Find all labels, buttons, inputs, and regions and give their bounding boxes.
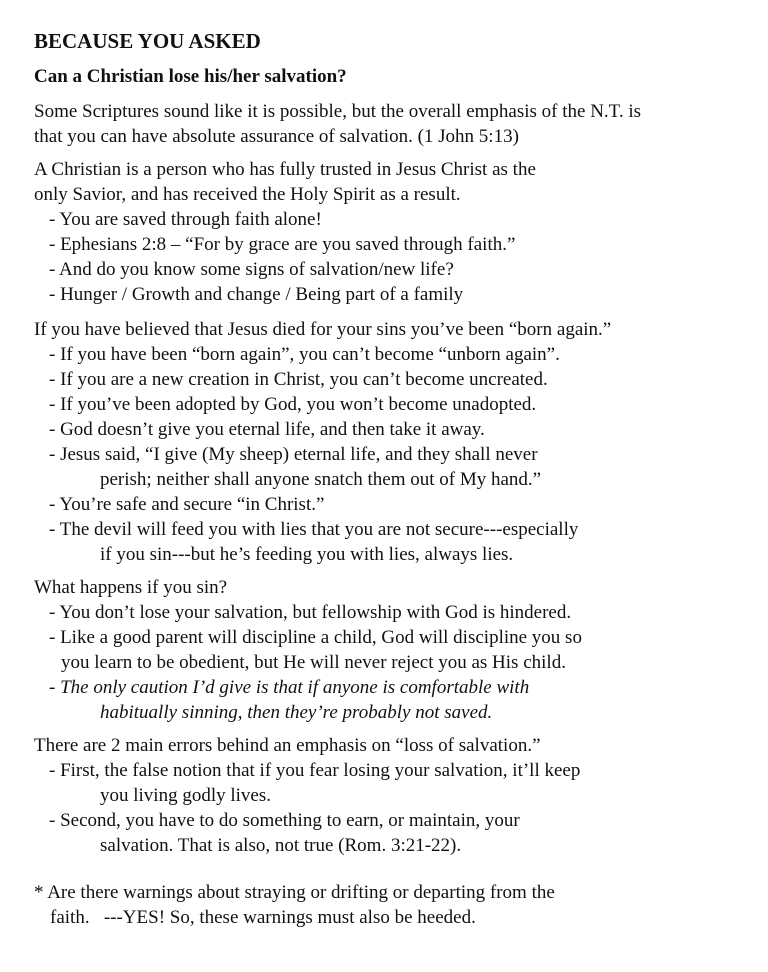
section-lead: If you have believed that Jesus died for your sins you’ve been “born again.” xyxy=(34,319,612,340)
bullet-continuation: you learn to be obedient, but He will never reject you as His child. xyxy=(61,652,566,673)
bullet-continuation: you living godly lives. xyxy=(100,785,271,806)
bullet-item: - If you are a new creation in Christ, you can’t become uncreated. xyxy=(49,369,548,390)
bullet-item: - The devil will feed you with lies that you are not secure---especially xyxy=(49,519,579,540)
bullet-item: - Second, you have to do something to earn, or maintain, your xyxy=(49,810,520,831)
bullet-item: - Like a good parent will discipline a child, God will discipline you so xyxy=(49,627,582,648)
caution-continuation: habitually sinning, then they’re probably not saved. xyxy=(100,702,493,723)
section-lead: What happens if you sin? xyxy=(34,577,228,598)
bullet-item: - First, the false notion that if you fear losing your salvation, it’ll keep xyxy=(49,760,581,781)
bullet-item: - You don’t lose your salvation, but fellowship with God is hindered. xyxy=(49,602,572,623)
question-heading: Can a Christian lose his/her salvation? xyxy=(34,66,347,87)
if-you-sin-section xyxy=(34,575,750,725)
footnote-line: * Are there warnings about straying or drifting or departing from the xyxy=(34,882,555,903)
page-title: BECAUSE YOU ASKED xyxy=(34,29,261,53)
section-text: only Savior, and has received the Holy Spirit as a result. xyxy=(34,184,461,205)
bullet-item: - You are saved through faith alone! xyxy=(49,209,322,230)
christian-definition-section xyxy=(34,157,750,307)
intro-paragraph xyxy=(34,99,750,149)
bullet-item: - Jesus said, “I give (My sheep) eternal life, and they shall never xyxy=(49,444,538,465)
bullet-item: - If you have been “born again”, you can’t become “unborn again”. xyxy=(49,344,560,365)
bullet-item: - You’re safe and secure “in Christ.” xyxy=(49,494,325,515)
bullet-item: - Ephesians 2:8 – “For by grace are you saved through faith.” xyxy=(49,234,516,255)
main-errors-section xyxy=(34,733,750,858)
intro-line: Some Scriptures sound like it is possible, but the overall emphasis of the N.T. is xyxy=(34,101,642,122)
bullet-continuation: if you sin---but he’s feeding you with lies, always lies. xyxy=(100,544,514,565)
section-text: A Christian is a person who has fully trusted in Jesus Christ as the xyxy=(34,159,536,180)
bullet-item: - If you’ve been adopted by God, you won’t become unadopted. xyxy=(49,394,537,415)
caution-bullet: - The only caution I’d give is that if anyone is comfortable with xyxy=(49,677,530,698)
document-page xyxy=(34,28,750,930)
bullet-item: - Hunger / Growth and change / Being part of a family xyxy=(49,284,464,305)
bullet-continuation: salvation. That is also, not true (Rom. 3:21-22). xyxy=(100,835,462,856)
footnote xyxy=(34,880,750,930)
section-lead: There are 2 main errors behind an emphasis on “loss of salvation.” xyxy=(34,735,541,756)
bullet-item: - God doesn’t give you eternal life, and then take it away. xyxy=(49,419,485,440)
footnote-line: faith. ---YES! So, these warnings must also be heeded. xyxy=(50,907,476,928)
bullet-continuation: perish; neither shall anyone snatch them out of My hand.” xyxy=(100,469,542,490)
bullet-item: - And do you know some signs of salvation/new life? xyxy=(49,259,454,280)
born-again-section xyxy=(34,317,750,567)
intro-line: that you can have absolute assurance of salvation. (1 John 5:13) xyxy=(34,126,519,147)
